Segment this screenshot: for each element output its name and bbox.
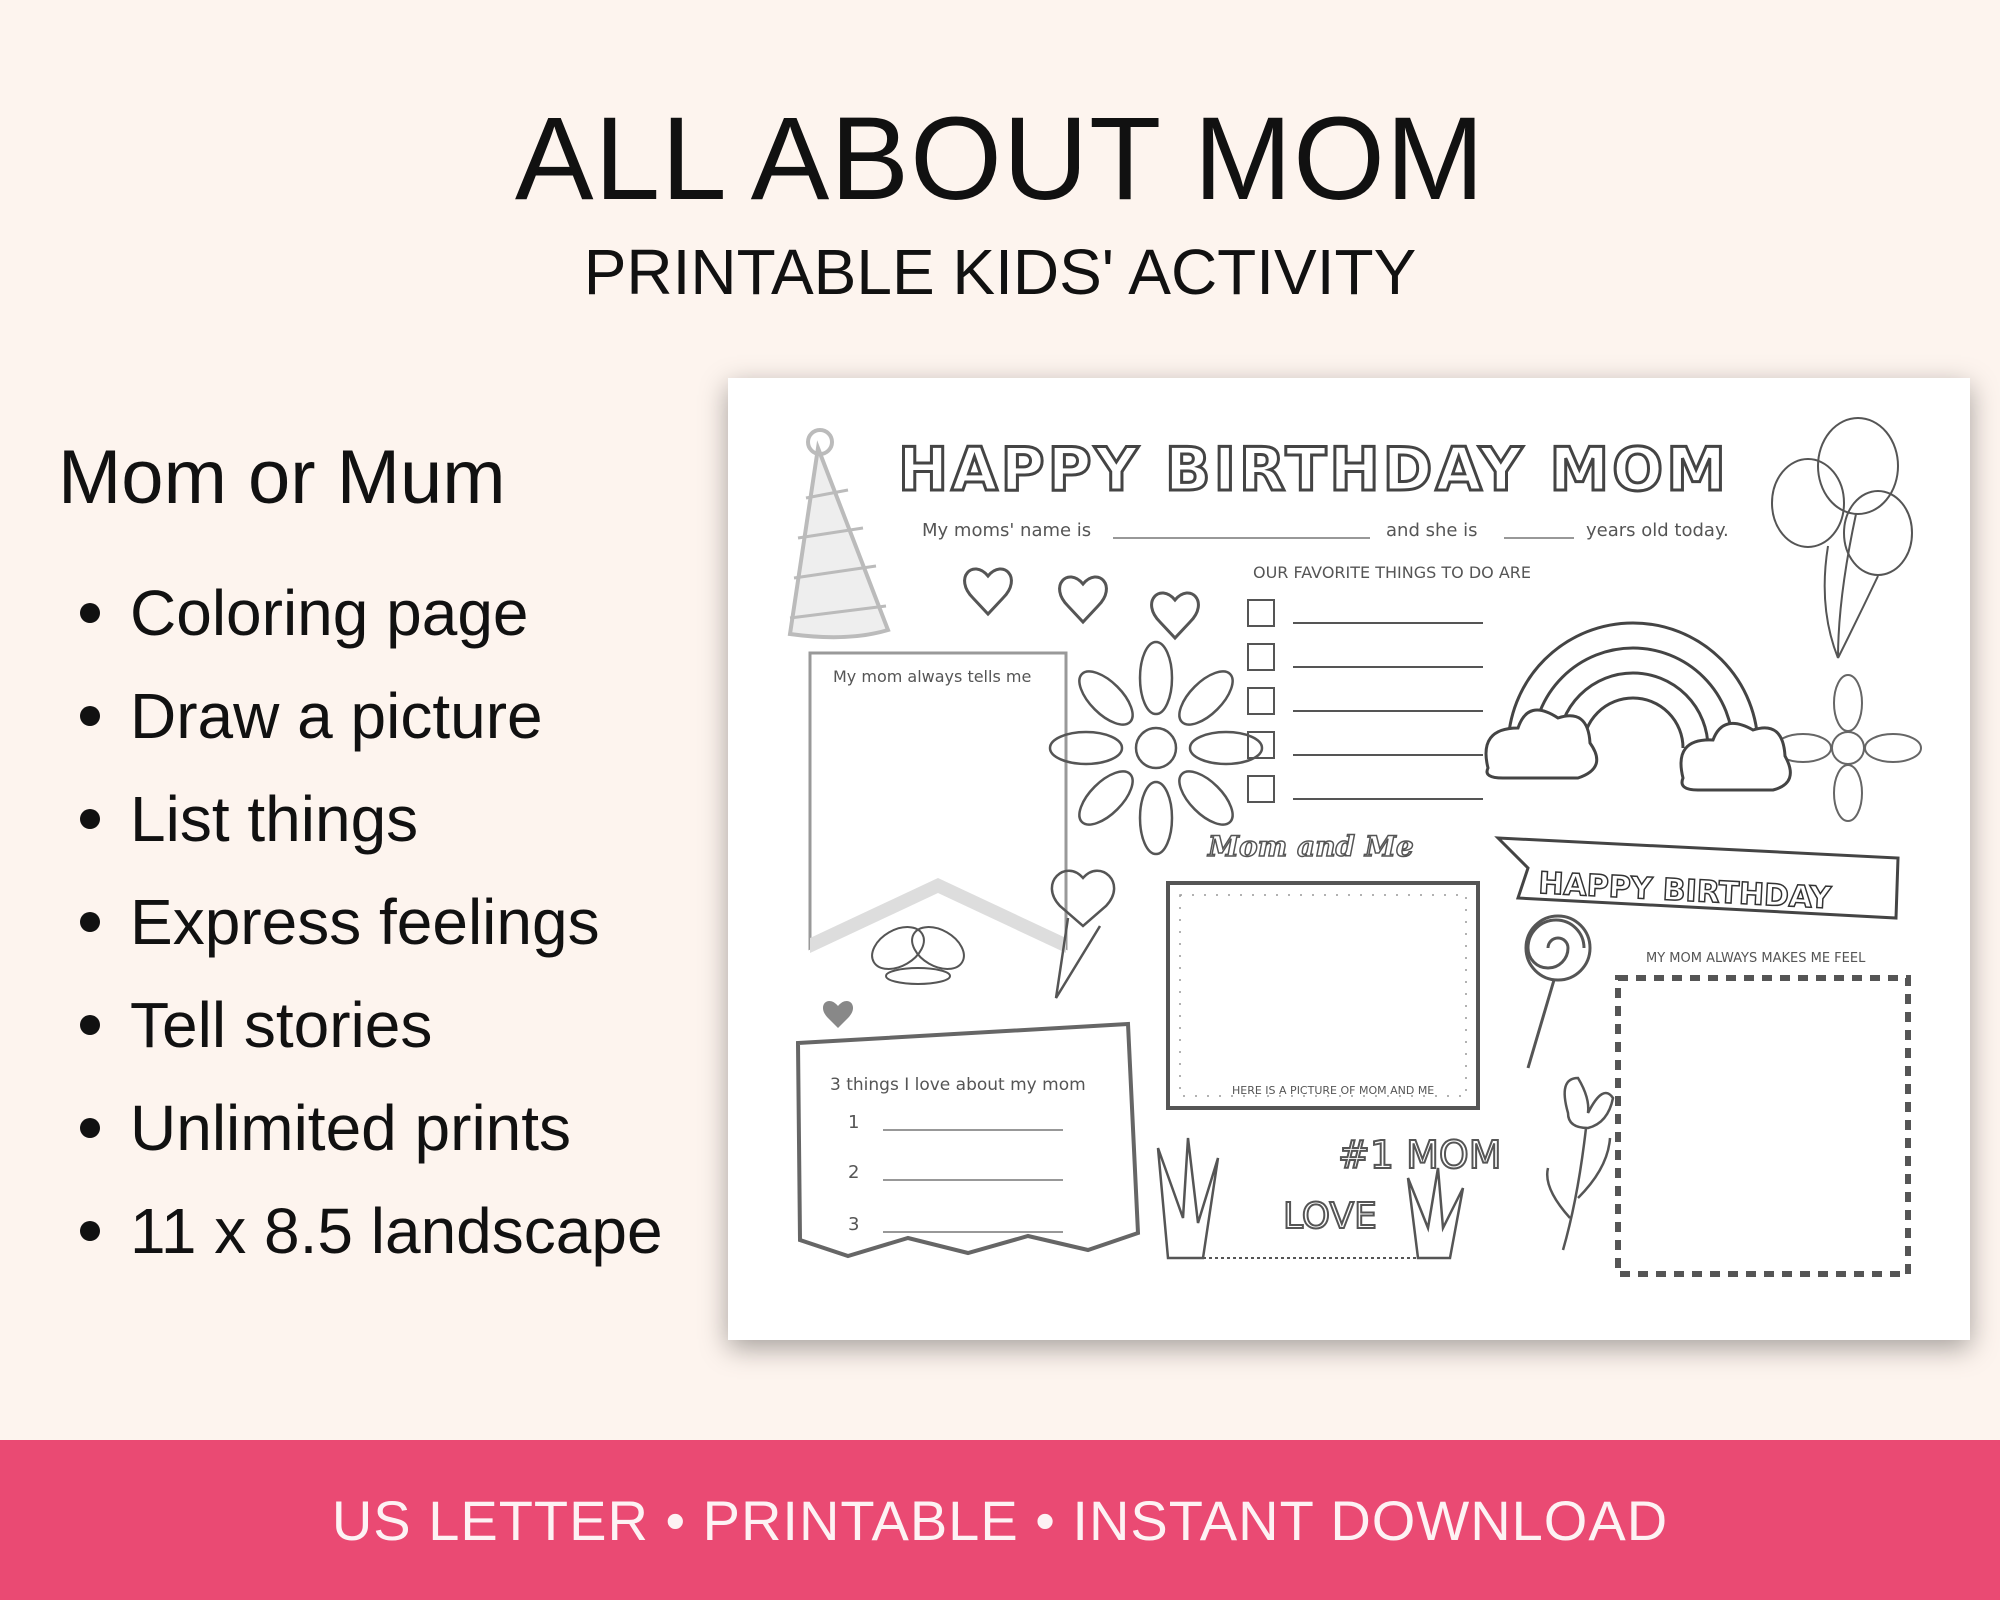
feature-item	[78, 1077, 663, 1180]
love-text: LOVE	[1283, 1196, 1377, 1237]
heart-icon	[1060, 577, 1107, 622]
butterfly-icon	[865, 918, 971, 984]
tells-me-card	[810, 653, 1066, 953]
feature-label: 11 x 8.5 landscape	[130, 1195, 663, 1267]
banner-text: US LETTER • PRINTABLE • INSTANT DOWNLOAD	[331, 1488, 1669, 1552]
love-list-number: 3	[848, 1214, 860, 1235]
feature-item	[78, 1180, 663, 1283]
makes-me-feel-title: MY MOM ALWAYS MAKES ME FEEL	[1646, 951, 1866, 966]
ribbon-text: HAPPY BIRTHDAY	[1537, 866, 1832, 917]
feature-item	[78, 562, 663, 665]
love-list-number: 2	[848, 1162, 860, 1183]
footer-banner	[0, 1440, 2000, 1600]
love-list-title: 3 things I love about my mom	[830, 1075, 1086, 1095]
worksheet-preview	[728, 378, 1970, 1340]
flower-icon	[1050, 642, 1262, 854]
feature-label: Tell stories	[130, 989, 433, 1061]
tulip-icon	[1547, 1078, 1613, 1250]
flower-icon	[1775, 675, 1921, 821]
favorites-title: OUR FAVORITE THINGS TO DO ARE	[1253, 563, 1531, 582]
number-one-text: #1 MOM	[1338, 1133, 1502, 1177]
heart-icon	[823, 1001, 853, 1028]
feature-item	[78, 974, 663, 1077]
feature-item	[78, 871, 663, 974]
worksheet-headline: HAPPY BIRTHDAY MOM	[898, 435, 1729, 505]
features-heading: Mom or Mum	[58, 435, 506, 520]
party-hat-icon	[790, 430, 888, 637]
feature-label: Unlimited prints	[130, 1092, 572, 1164]
name-line-middle: and she is	[1386, 520, 1478, 541]
name-line-prefix: My moms' name is	[922, 520, 1092, 541]
feature-label: Coloring page	[130, 577, 529, 649]
page-subtitle: PRINTABLE KIDS' ACTIVITY	[583, 236, 1417, 308]
bullet-icon	[80, 706, 100, 726]
mom-and-me-title: Mom and Me	[1208, 830, 1414, 863]
feature-label: List things	[130, 783, 419, 855]
bullet-icon	[80, 1015, 100, 1035]
bullet-icon	[80, 1221, 100, 1241]
bullet-icon	[80, 809, 100, 829]
tells-me-title: My mom always tells me	[833, 667, 1032, 686]
worksheet-artwork	[728, 378, 1970, 1340]
bullet-icon	[80, 603, 100, 623]
heart-icon	[965, 569, 1012, 614]
love-list-number: 1	[848, 1112, 860, 1133]
bullet-icon	[80, 1118, 100, 1138]
favorites-checklist	[1248, 600, 1483, 802]
feature-item	[78, 665, 663, 768]
photo-frame	[1168, 883, 1478, 1108]
picture-caption: HERE IS A PICTURE OF MOM AND ME	[1232, 1084, 1435, 1097]
page-title: ALL ABOUT MOM	[514, 93, 1486, 225]
feature-label: Draw a picture	[130, 680, 543, 752]
lollipop-icon	[1526, 916, 1590, 1068]
features-list	[78, 562, 663, 1283]
balloons-icon	[1772, 418, 1912, 658]
feature-item	[78, 768, 663, 871]
heart-icon	[1152, 593, 1199, 638]
feature-label: Express feelings	[130, 886, 600, 958]
name-line-suffix: years old today.	[1586, 520, 1729, 541]
hearts-frame	[1618, 978, 1908, 1274]
bullet-icon	[80, 912, 100, 932]
rainbow-icon	[1486, 623, 1790, 790]
